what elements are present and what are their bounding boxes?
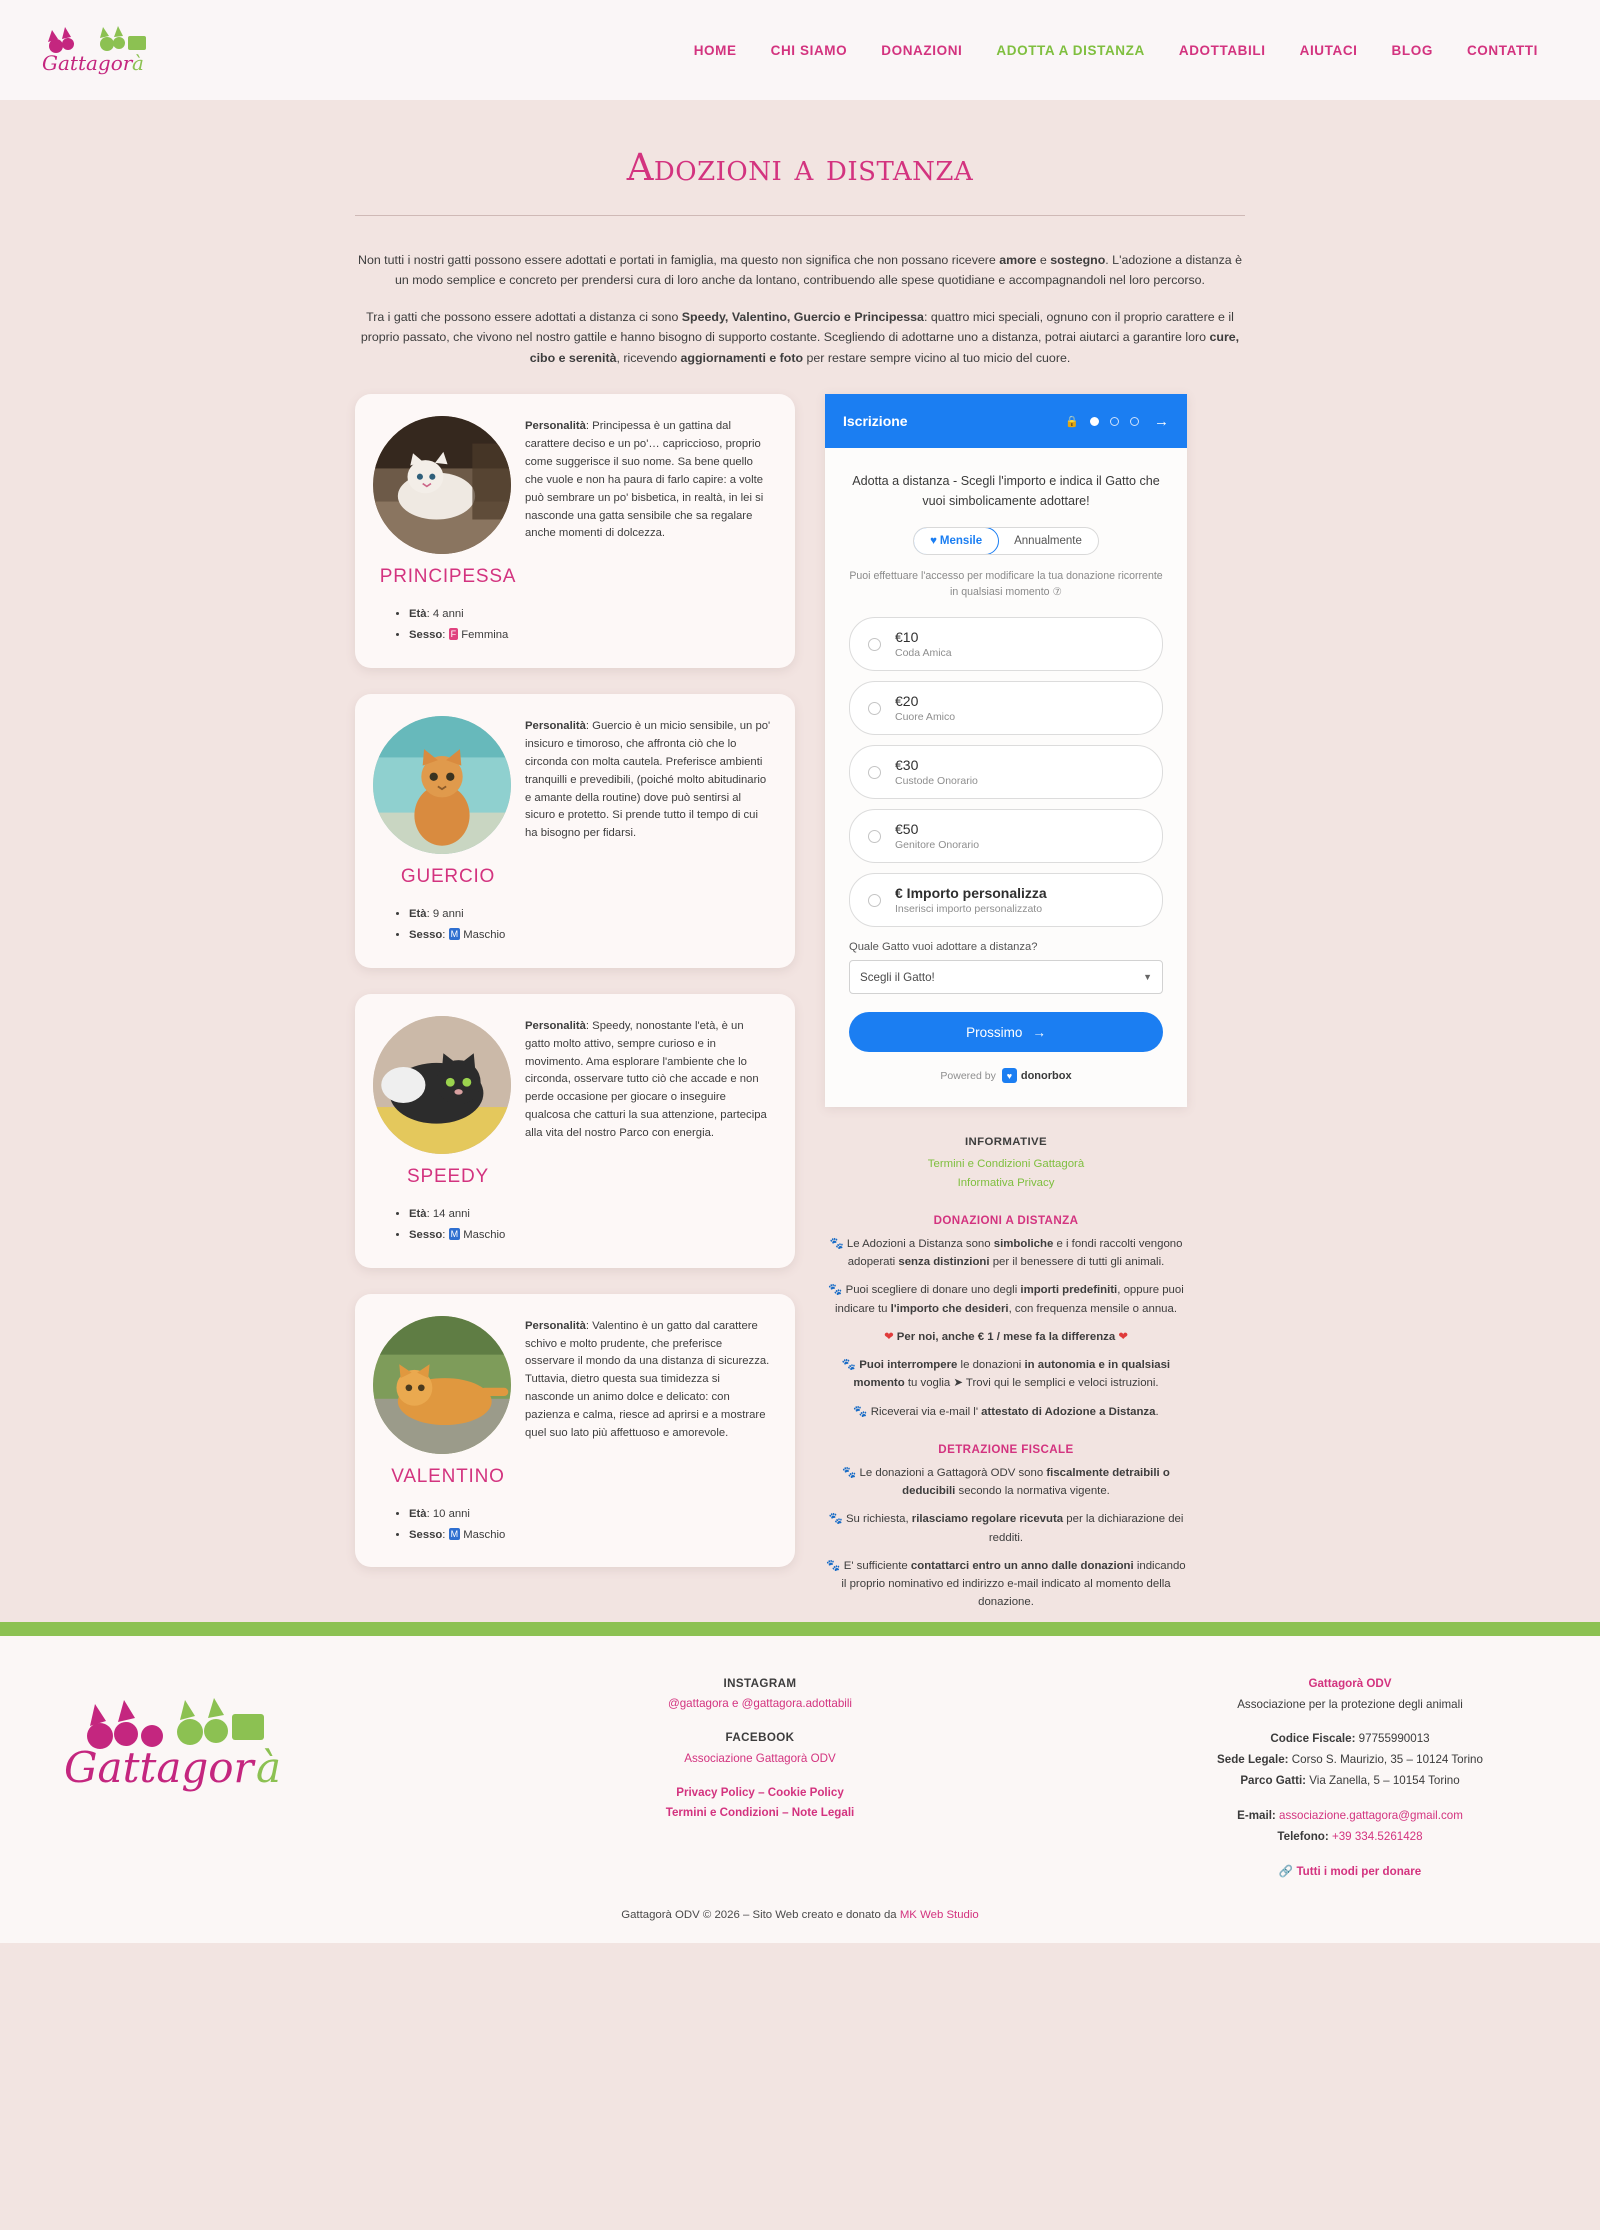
powered-by: [849, 1068, 1163, 1083]
cat-sex-value: Maschio: [463, 1528, 506, 1541]
paw-icon: 🐾: [829, 1237, 844, 1250]
widget-body: [825, 448, 1187, 1107]
cat-photo-valentino: [373, 1316, 511, 1454]
cat-photo-image: [373, 1316, 511, 1454]
cat-personality-guercio: [525, 716, 771, 854]
cat-meta-valentino: [409, 1504, 771, 1546]
cat-photo-speedy: [373, 1016, 511, 1154]
donation-info-1: [825, 1235, 1187, 1272]
heart-icon-2: ❤: [1118, 1330, 1128, 1343]
phone-row: [1160, 1827, 1540, 1848]
legal-address-value: Corso S. Maurizio, 35 – 10124 Torino: [1288, 1753, 1483, 1767]
email-row: [1160, 1806, 1540, 1827]
text-pre: Le Adozioni a Distanza sono: [846, 1237, 994, 1250]
cat-age-label: Età: [409, 1507, 427, 1520]
cat-age-label: Età: [409, 1207, 427, 1220]
park-address-value: Via Zanella, 5 – 10154 Torino: [1306, 1774, 1460, 1788]
widget-step-indicator: [1065, 413, 1169, 430]
amount-option-custom[interactable]: [849, 873, 1163, 927]
frequency-toggle-box: [913, 527, 1099, 555]
footer-social: [360, 1674, 1160, 1824]
text-pre: Su richiesta,: [845, 1513, 912, 1526]
privacy-cookie-link[interactable]: Privacy Policy – Cookie Policy: [676, 1785, 844, 1799]
text-b1: attestato di Adozione a Distanza: [981, 1405, 1156, 1418]
personality-label: Personalità: [525, 1019, 586, 1032]
cat-sex-label: Sesso: [409, 629, 443, 642]
donorbox-brand[interactable]: [1002, 1068, 1072, 1083]
intro-1-a: Non tutti i nostri gatti possono essere adottati e portati in famiglia, ma questo non significa che non possano ricevere: [358, 253, 1000, 267]
cat-age-value: 10 anni: [432, 1507, 470, 1520]
frequency-toggle: [849, 527, 1163, 555]
amount-value: €30: [895, 757, 919, 774]
personality-text: : Guercio è un micio sensibile, un po' insicuro e timoroso, che affronta ciò che lo circonda con molta cautela. Preferisce ambienti tranquilli e prevedibili, (poiché molto abitudinario e amante della routine) dove può sentirsi al sicuro e protetto. Si prende tutto il tempo di cui ha bisogno per fidarsi.: [525, 720, 771, 840]
link-informativa-privacy[interactable]: Informativa Privacy: [957, 1176, 1055, 1189]
cat-sex-item: • Sesso: M Maschio: [409, 925, 771, 946]
text-mid: per la dichiarazione dei redditi.: [988, 1513, 1184, 1544]
intro-2-e: , ricevendo: [616, 350, 681, 365]
cat-photo-image: [373, 1016, 511, 1154]
amount-texts: [895, 757, 978, 787]
frequency-option-monthly[interactable]: [913, 527, 999, 555]
cat-name-principessa: PRINCIPESSA: [379, 566, 517, 588]
cat-photo-principessa: [373, 416, 511, 554]
text-mid: .: [1155, 1405, 1159, 1418]
amount-label: Inserisci importo personalizzato: [895, 903, 1043, 916]
lock-icon: 🔒: [1065, 415, 1079, 428]
svg-text:Gattagor: Gattagor: [42, 51, 133, 75]
instagram-title: INSTAGRAM: [723, 1676, 797, 1690]
instagram-links[interactable]: @gattagora e @gattagora.adottabili: [667, 1696, 853, 1710]
amount-label: Cuore Amico: [895, 711, 956, 724]
cat-personality-principessa: [525, 416, 771, 554]
cat-card-valentino[interactable]: [355, 1294, 795, 1568]
text-pre: Puoi scegliere di donare uno degli: [845, 1284, 1021, 1297]
spacer-2: [1160, 1792, 1540, 1806]
cat-card-top: [373, 716, 771, 854]
text-mid: e i fondi raccolti vengono adoperati: [847, 1237, 1183, 1269]
amount-texts: [895, 629, 952, 659]
text-pre: Riceverai via e-mail l': [870, 1405, 982, 1418]
credits-link[interactable]: MK Web Studio: [899, 1908, 979, 1921]
female-badge-icon: F: [450, 629, 457, 640]
step-dot-2[interactable]: [1110, 417, 1119, 426]
cat-card-top: [373, 1316, 771, 1454]
cat-meta-principessa: [409, 604, 771, 646]
help-icon[interactable]: ⑦: [1052, 586, 1062, 599]
terms-notes-link[interactable]: Termini e Condizioni – Note Legali: [665, 1806, 855, 1820]
link-termini-condizioni[interactable]: Termini e Condizioni Gattagorà: [927, 1158, 1085, 1171]
cat-photo-image: [373, 416, 511, 554]
text-b2: senza distinzioni: [898, 1256, 990, 1269]
cat-name-speedy: SPEEDY: [407, 1165, 489, 1187]
cat-card-guercio[interactable]: [355, 694, 795, 968]
text-pre: E' sufficiente: [843, 1559, 911, 1572]
park-address-row: [1160, 1771, 1540, 1792]
tax-info-1: [825, 1464, 1187, 1501]
cat-age-item: • Età: 14 anni: [409, 1204, 771, 1225]
amount-option-30[interactable]: [849, 745, 1163, 799]
amount-value: €50: [895, 821, 919, 838]
intro-1-c: e: [1036, 253, 1051, 267]
cat-select[interactable]: [849, 960, 1163, 994]
text-b2: in autonomia e in qualsiasi momento: [853, 1359, 1171, 1390]
gattagora-footer-logo-icon: [60, 1674, 320, 1804]
org-subtitle: Associazione per la protezione degli animali: [1237, 1697, 1463, 1711]
intro-2-g: per restare sempre vicino al tuo micio del cuore.: [803, 350, 1071, 365]
amount-value: €20: [895, 693, 919, 710]
nav-item-chi-siamo[interactable]: CHI SIAMO: [770, 42, 848, 58]
link-icon: 🔗: [1278, 1864, 1294, 1878]
email-value[interactable]: associazione.gattagora@gmail.com: [1279, 1808, 1463, 1822]
cat-name-valentino: VALENTINO: [391, 1465, 505, 1487]
donate-row: [1160, 1862, 1540, 1883]
email-label: E-mail:: [1237, 1808, 1276, 1822]
amount-option-20[interactable]: [849, 681, 1163, 735]
amount-texts: [895, 821, 979, 851]
spacer-3: [1160, 1848, 1540, 1862]
paw-icon: 🐾: [828, 1513, 843, 1526]
text-b1: Per noi, anche € 1 / mese fa la differenza: [896, 1330, 1116, 1343]
donation-info-4: [825, 1356, 1187, 1393]
org-name: Gattagorà ODV: [1308, 1676, 1392, 1690]
intro-1-b: amore: [999, 253, 1037, 267]
radio-icon[interactable]: [868, 830, 881, 843]
site-logo[interactable]: [40, 20, 160, 80]
donation-column: [825, 394, 1187, 1621]
main-navigation: [694, 43, 1558, 58]
male-badge-icon: M: [450, 1228, 459, 1239]
male-badge-icon: M: [450, 1528, 459, 1539]
cat-card-top: [373, 1016, 771, 1154]
fiscal-code-value: 97755990013: [1355, 1732, 1430, 1746]
paw-icon: 🐾: [828, 1284, 843, 1297]
cat-age-label: Età: [409, 908, 427, 921]
cat-sex-item: • Sesso: M Maschio: [409, 1525, 771, 1546]
footer-green-strip: [0, 1622, 1600, 1636]
svg-text:Gattagor: Gattagor: [64, 1742, 254, 1792]
cat-age-item: • Età: 4 anni: [409, 604, 771, 625]
cat-sex-label: Sesso: [409, 1228, 443, 1241]
nav-item-adotta-a-distanza[interactable]: ADOTTA A DISTANZA: [996, 42, 1145, 58]
nav-item-aiutaci[interactable]: AIUTACI: [1299, 42, 1358, 58]
cat-photo-image: [373, 716, 511, 854]
footer-logo[interactable]: [60, 1674, 360, 1809]
donations-section-title: DONAZIONI A DISTANZA: [933, 1213, 1079, 1227]
arrow-right-icon: →: [1032, 1024, 1046, 1040]
personality-text: : Speedy, nonostante l'età, è un gatto molto attivo, sempre curioso e in movimento. Ama esplorare l'ambiente che lo circonda, osservare tutto ciò che accade e non perde occasione per giocare o inseguire qualcosa che catturi la sua attenzione, partecipa alla vita del nostro Parco con energia.: [525, 1019, 767, 1139]
amount-option-10[interactable]: [849, 617, 1163, 671]
intro-text: [355, 250, 1245, 368]
nav-item-contatti[interactable]: CONTATTI: [1466, 42, 1538, 58]
intro-paragraph-2: [355, 307, 1245, 368]
intro-2-f: aggiornamenti e foto: [680, 350, 804, 365]
content-columns: [355, 394, 1245, 1621]
frequency-option-yearly[interactable]: Annualmente: [1014, 535, 1082, 548]
cat-age-value: 9 anni: [432, 908, 464, 921]
fiscal-code-label: Codice Fiscale:: [1270, 1732, 1356, 1746]
text-post: tu voglia ➤ Trovi qui le semplici e veloci istruzioni.: [904, 1377, 1159, 1390]
spacer: [360, 1714, 1160, 1728]
cat-sex-value: Maschio: [463, 1228, 506, 1241]
page-main: [0, 100, 1600, 1622]
radio-icon[interactable]: [868, 894, 881, 907]
step-dot-1[interactable]: [1090, 417, 1099, 426]
cat-select-value: Scegli il Gatto!: [860, 970, 935, 984]
intro-2-a: Tra i gatti che possono essere adottati a distanza ci sono: [366, 309, 682, 324]
tax-section-title: DETRAZIONE FISCALE: [938, 1442, 1074, 1456]
intro-2-c: : quattro mici speciali, ognuno con il proprio carattere e il proprio passato, che vivono nel nostro gattile e hanno bisogno di supporto costante. Scegliendo di adottarne uno a distanza, potrai aiutarci a garantire loro: [360, 309, 1234, 345]
donate-ways-link[interactable]: Tutti i modi per donare: [1296, 1864, 1422, 1878]
text-post: , con frequenza mensile o annua.: [1008, 1302, 1178, 1315]
intro-1-d: sostegno: [1050, 253, 1106, 267]
text-b1: Puoi interrompere: [859, 1359, 958, 1372]
radio-icon[interactable]: [868, 638, 881, 651]
phone-value[interactable]: +39 334.5261428: [1331, 1829, 1423, 1843]
heart-icon: ❤: [884, 1330, 894, 1343]
phone-label: Telefono:: [1277, 1829, 1329, 1843]
park-address-label: Parco Gatti:: [1240, 1774, 1307, 1788]
cat-sex-value: Femmina: [461, 629, 509, 642]
text-mid: secondo la normativa vigente.: [955, 1485, 1110, 1498]
paw-icon: 🐾: [842, 1466, 857, 1479]
title-divider: [355, 215, 1245, 216]
cat-sex-label: Sesso: [409, 929, 443, 942]
widget-title: Iscrizione: [843, 413, 908, 430]
facebook-link[interactable]: Associazione Gattagorà ODV: [684, 1751, 836, 1765]
personality-text: : Valentino è un gatto dal carattere schivo e molto prudente, che preferisce osservare il mondo da una distanza di sicurezza. Tuttavia, dietro questa sua timidezza si nasconde un animo dolce e delicato: con pazienza e calma, riesce ad aprirsi e a mostrare quel suo lato più affettuoso e amorevole.: [525, 1319, 770, 1439]
text-mid: , oppure puoi indicare tu: [834, 1284, 1184, 1315]
gattagora-logo-icon: [40, 20, 160, 80]
next-button-label: Prossimo: [966, 1024, 1023, 1040]
radio-icon[interactable]: [868, 702, 881, 715]
facebook-title: FACEBOOK: [725, 1731, 795, 1745]
site-header: [0, 0, 1600, 100]
powered-by-label: Powered by: [940, 1069, 996, 1082]
chevron-down-icon: ▼: [1143, 972, 1152, 983]
text-b1: rilasciamo regolare ricevuta: [911, 1513, 1064, 1526]
intro-2-b: Speedy, Valentino, Guercio e Principessa: [681, 309, 924, 324]
tax-info-3: [825, 1557, 1187, 1612]
cat-card-principessa[interactable]: [355, 394, 795, 668]
amount-option-50[interactable]: [849, 809, 1163, 863]
text-b1: simboliche: [993, 1237, 1054, 1250]
cat-sex-value: Maschio: [463, 929, 506, 942]
male-badge-icon: M: [450, 929, 459, 940]
text-mid: indicando il proprio nominativo ed indirizzo e-mail indicato al momento della donazione.: [841, 1559, 1186, 1609]
cat-card-list: [355, 394, 795, 1593]
widget-note-text: Puoi effettuare l'accesso per modificare la tua donazione ricorrente in qualsiasi momento: [849, 570, 1163, 599]
spacer-2: [360, 1769, 1160, 1783]
amount-texts: [895, 693, 955, 723]
legal-address-row: [1160, 1750, 1540, 1771]
legal-address-label: Sede Legale:: [1217, 1753, 1289, 1767]
paw-icon: 🐾: [826, 1559, 841, 1572]
informative-block: [825, 1133, 1187, 1192]
cat-select-label: Quale Gatto vuoi adottare a distanza?: [849, 941, 1038, 954]
cat-sex-item: • Sesso: M Maschio: [409, 1225, 771, 1246]
cat-name-guercio: GUERCIO: [400, 866, 496, 888]
personality-label: Personalità: [525, 720, 586, 733]
personality-text: : Principessa è un gattina dal carattere deciso e un po'… capriccioso, proprio come suggerisce il suo nome. Sa bene quello che vuole e non ha paura di farlo capire: a volte può sembrare un po' bisbetica, in realtà, in lei si nasconde una gatta sensibile che sa regalare anche momenti di dolcezza.: [525, 420, 764, 540]
donorbox-label: donorbox: [1020, 1069, 1072, 1082]
frequency-monthly-label: Mensile: [939, 535, 983, 548]
amount-label: Coda Amica: [895, 647, 952, 660]
intro-1-e: . L'adozione a distanza è un modo semplice e concreto per prendersi cura di loro anche da lontano, contribuendo alle spese quotidiane e accompagnandoli nel loro percorso.: [394, 253, 1242, 288]
svg-text:à: à: [256, 1742, 282, 1792]
cat-age-value: 14 anni: [432, 1207, 470, 1220]
intro-paragraph-1: [355, 250, 1245, 291]
text-post: per il benessere di tutti gli animali.: [989, 1256, 1165, 1269]
svg-text:à: à: [132, 51, 144, 75]
donation-info-3: [825, 1328, 1187, 1346]
nav-item-adottabili[interactable]: ADOTTABILI: [1178, 42, 1266, 58]
personality-label: Personalità: [525, 420, 586, 433]
amount-label: Genitore Onorario: [895, 839, 980, 852]
text-pre: Le donazioni a Gattagorà ODV sono: [859, 1466, 1047, 1479]
next-button[interactable]: [849, 1012, 1163, 1052]
intro-2-d: cure, cibo e serenità: [529, 330, 1240, 365]
spacer: [1160, 1715, 1540, 1729]
cat-photo-guercio: [373, 716, 511, 854]
text-b1: fiscalmente detraibili o deducibili: [902, 1466, 1170, 1498]
paw-icon: 🐾: [853, 1405, 868, 1418]
widget-header: [825, 394, 1187, 448]
footer-org-info: [1160, 1674, 1540, 1883]
widget-login-note: [849, 569, 1163, 601]
cat-age-item: • Età: 9 anni: [409, 904, 771, 925]
cat-sex-item: • Sesso: F Femmina: [409, 625, 771, 646]
nav-item-blog[interactable]: BLOG: [1391, 42, 1433, 58]
footer-copyright: [0, 1883, 1600, 1943]
cat-meta-guercio: [409, 904, 771, 946]
donorbox-widget: [825, 394, 1187, 1107]
cat-card-speedy[interactable]: [355, 994, 795, 1268]
personality-label: Personalità: [525, 1319, 586, 1332]
arrow-right-icon[interactable]: →: [1154, 412, 1169, 430]
amount-label: Custode Onorario: [895, 775, 978, 788]
step-dot-3[interactable]: [1130, 417, 1139, 426]
radio-icon[interactable]: [868, 766, 881, 779]
donation-info-5: [825, 1403, 1187, 1421]
amount-value: € Importo personalizza: [895, 885, 1047, 902]
cat-personality-valentino: [525, 1316, 771, 1454]
text-b1: importi predefiniti: [1020, 1284, 1118, 1297]
page-title: Adozioni a distanza: [626, 146, 974, 189]
fiscal-code-row: [1160, 1729, 1540, 1750]
cat-personality-speedy: [525, 1016, 771, 1154]
informative-title: INFORMATIVE: [964, 1136, 1048, 1149]
widget-lead-text: Adotta a distanza - Scegli l'importo e indica il Gatto che vuoi simbolicamente adottare!: [852, 474, 1160, 508]
paw-icon: 🐾: [841, 1359, 857, 1372]
cat-age-value: 4 anni: [432, 608, 464, 621]
donation-info-2: [825, 1281, 1187, 1318]
cat-sex-label: Sesso: [409, 1528, 443, 1541]
text-b1: contattarci entro un anno dalle donazioni: [910, 1559, 1134, 1572]
amount-texts: [895, 885, 1047, 915]
text-b2: l'importo che desideri: [890, 1302, 1009, 1315]
copyright-text: Gattagorà ODV © 2026 – Sito Web creato e donato da: [621, 1908, 900, 1921]
cat-card-top: [373, 416, 771, 554]
cat-meta-speedy: [409, 1204, 771, 1246]
nav-item-home[interactable]: HOME: [693, 42, 737, 58]
donorbox-heart-icon: ♥: [1002, 1068, 1017, 1083]
tax-info-2: [825, 1510, 1187, 1547]
cat-age-item: • Età: 10 anni: [409, 1504, 771, 1525]
text-mid: le donazioni: [957, 1359, 1025, 1372]
nav-item-donazioni[interactable]: DONAZIONI: [881, 42, 963, 58]
heart-icon: ♥: [930, 535, 937, 548]
site-footer: [0, 1636, 1600, 1883]
amount-value: €10: [895, 629, 919, 646]
cat-age-label: Età: [409, 608, 427, 621]
